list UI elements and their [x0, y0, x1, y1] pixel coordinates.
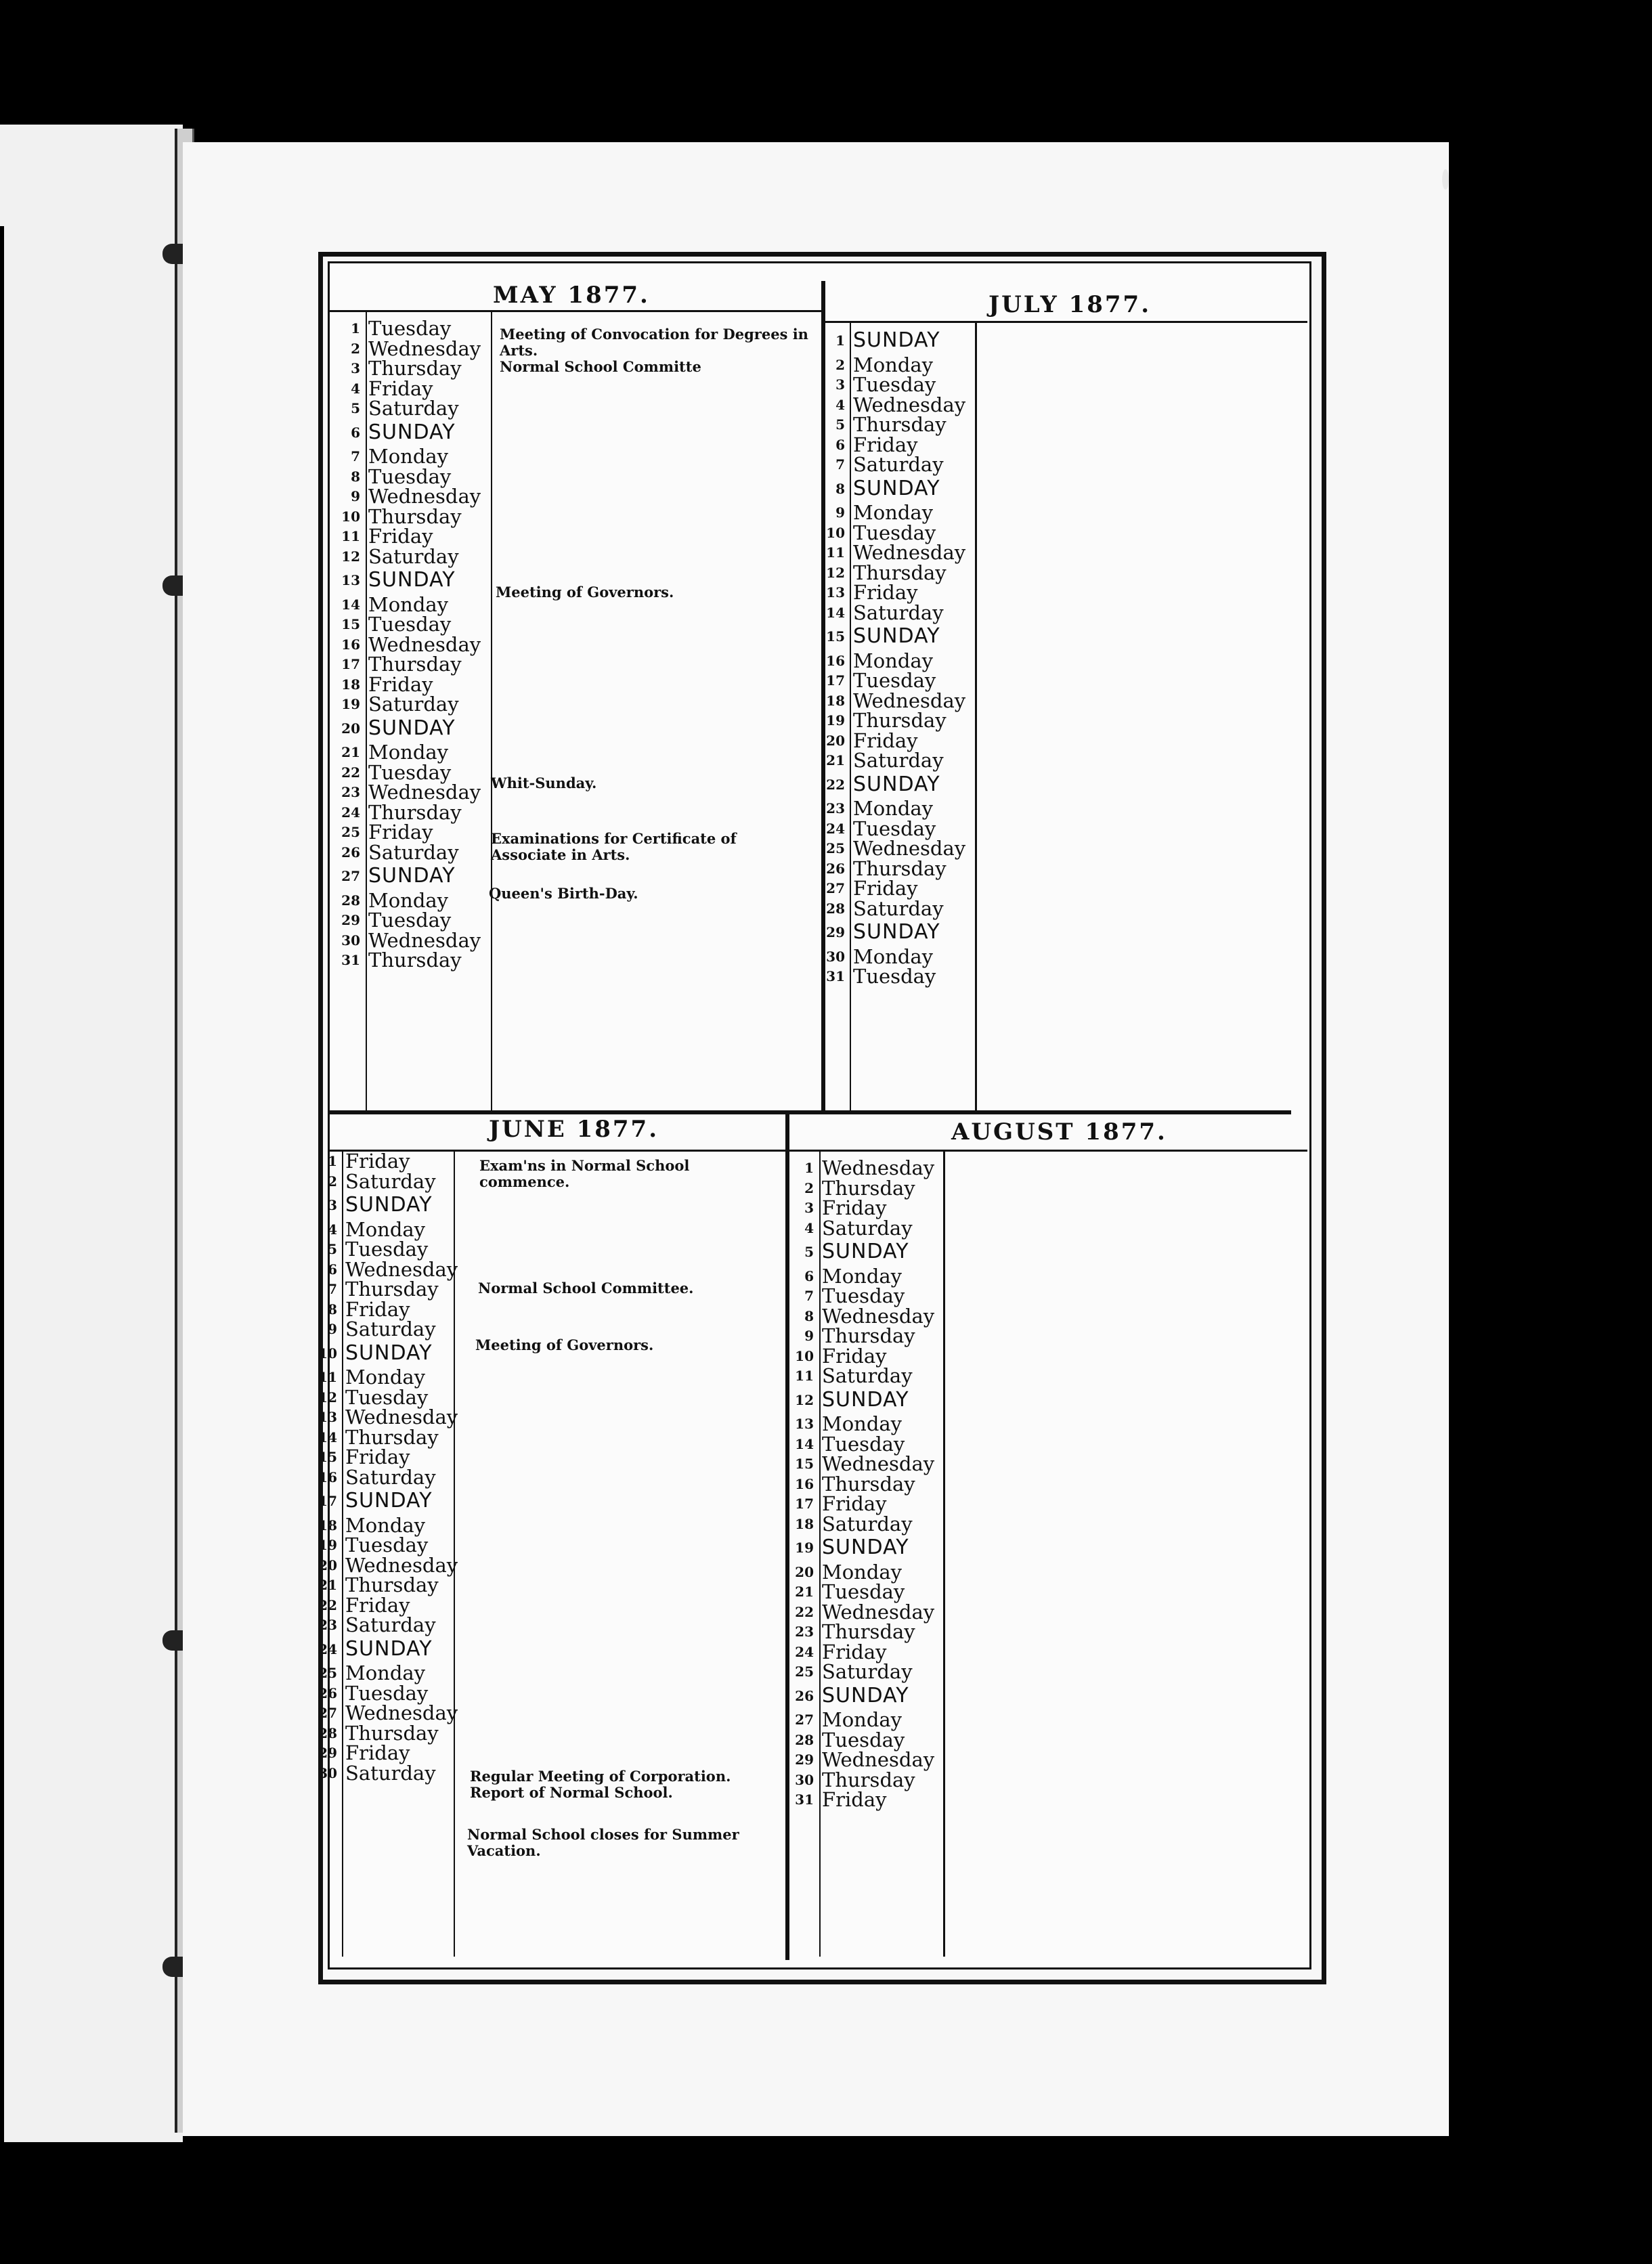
- day-number: 6: [835, 436, 845, 453]
- day-number: 20: [341, 720, 360, 737]
- day-number: 30: [341, 932, 360, 949]
- weekday-label: Tuesday: [345, 1385, 429, 1409]
- day-number: 6: [804, 1267, 814, 1284]
- weekday-label: Wednesday: [368, 336, 481, 360]
- day-number: 13: [826, 584, 845, 601]
- day-number: 19: [341, 696, 360, 712]
- weekday-label: Wednesday: [822, 1156, 935, 1179]
- weekday-label: Wednesday: [345, 1406, 458, 1429]
- day-number: 31: [826, 968, 845, 984]
- day-number: 16: [318, 1468, 337, 1485]
- day-number: 11: [795, 1368, 814, 1384]
- day-number: 4: [351, 380, 360, 397]
- day-number: 10: [341, 508, 360, 525]
- day-number: 10: [795, 1347, 814, 1364]
- day-number: 29: [341, 912, 360, 928]
- day-number: 5: [351, 400, 360, 416]
- day-number: 26: [795, 1687, 814, 1704]
- header-rule-top: [330, 310, 823, 312]
- day-number: 3: [804, 1200, 814, 1216]
- weekday-label: Thursday: [368, 800, 462, 824]
- day-number: 19: [795, 1540, 814, 1556]
- day-number: 14: [826, 604, 845, 621]
- day-number: 27: [826, 880, 845, 896]
- weekday-label: Friday: [345, 1593, 410, 1617]
- col-rule-june-nums: [342, 1151, 343, 1957]
- day-number: 3: [835, 376, 845, 393]
- weekday-label: Tuesday: [345, 1533, 429, 1556]
- day-number: 9: [835, 504, 845, 521]
- weekday-label: Wednesday: [822, 1304, 935, 1328]
- day-number: 18: [341, 676, 360, 693]
- weekday-label: Saturday: [345, 1613, 436, 1636]
- day-number: 13: [341, 572, 360, 588]
- weekday-label: Thursday: [853, 413, 947, 436]
- day-number: 25: [341, 824, 360, 840]
- day-number: 9: [328, 1321, 337, 1337]
- weekday-label: Monday: [345, 1513, 426, 1537]
- weekday-label: Monday: [822, 1412, 903, 1435]
- weekday-label: Monday: [368, 888, 449, 912]
- day-number: 9: [351, 488, 360, 504]
- day-number: 7: [835, 456, 845, 473]
- sunday-label: SUNDAY: [345, 1341, 433, 1365]
- day-number: 22: [826, 776, 845, 793]
- day-number: 27: [318, 1705, 337, 1721]
- weekday-label: Friday: [853, 433, 918, 456]
- sunday-label: SUNDAY: [345, 1193, 433, 1217]
- weekday-label: Friday: [822, 1788, 887, 1811]
- weekday-label: Monday: [853, 944, 934, 968]
- sunday-label: SUNDAY: [822, 1683, 909, 1707]
- day-number: 22: [318, 1596, 337, 1613]
- note-may-1: Meeting of Convocation for Degrees in Arts.: [500, 326, 808, 359]
- day-number: 11: [826, 544, 845, 561]
- sunday-label: SUNDAY: [853, 476, 940, 500]
- day-number: 17: [318, 1493, 337, 1509]
- weekday-label: Monday: [853, 797, 934, 820]
- note-may-20: Whit-Sunday.: [491, 775, 597, 791]
- weekday-label: Wednesday: [345, 1701, 458, 1724]
- day-number: 29: [795, 1751, 814, 1768]
- weekday-label: Tuesday: [368, 317, 452, 340]
- weekday-label: Saturday: [345, 1169, 436, 1193]
- weekday-label: Friday: [345, 1741, 410, 1764]
- day-number: 4: [835, 396, 845, 413]
- weekday-label: Monday: [853, 649, 934, 672]
- day-number: 8: [328, 1301, 337, 1318]
- day-number: 27: [795, 1712, 814, 1728]
- weekday-label: Tuesday: [368, 760, 452, 784]
- weekday-label: Tuesday: [822, 1580, 905, 1603]
- weekday-label: Tuesday: [853, 965, 936, 988]
- sunday-label: SUNDAY: [822, 1240, 909, 1263]
- day-number: 2: [328, 1173, 337, 1190]
- day-number: 3: [328, 1197, 337, 1213]
- weekday-label: Thursday: [822, 1620, 915, 1643]
- heading-august: AUGUST 1877.: [951, 1118, 1167, 1146]
- day-number: 20: [826, 732, 845, 749]
- weekday-label: Thursday: [822, 1768, 915, 1791]
- day-number: 12: [341, 548, 360, 565]
- day-number: 30: [318, 1764, 337, 1781]
- weekday-label: Friday: [853, 728, 918, 752]
- weekday-label: Saturday: [822, 1660, 913, 1683]
- weekday-label: Monday: [368, 445, 449, 468]
- day-number: 18: [826, 692, 845, 709]
- day-number: 5: [835, 416, 845, 433]
- note-may-22: Examinations for Certificate of Associate in Arts.: [491, 830, 737, 863]
- day-number: 6: [351, 424, 360, 441]
- day-number: 16: [795, 1475, 814, 1492]
- weekday-label: Wednesday: [368, 781, 481, 804]
- weekday-label: Monday: [368, 741, 449, 764]
- day-number: 15: [341, 616, 360, 632]
- weekday-label: Friday: [345, 1445, 410, 1468]
- day-number: 24: [318, 1640, 337, 1657]
- note-may-12: Meeting of Governors.: [496, 584, 674, 601]
- col-rule-july-nums: [850, 323, 851, 1110]
- weekday-label: Saturday: [368, 397, 459, 420]
- sunday-label: SUNDAY: [853, 328, 940, 352]
- day-number: 1: [328, 1153, 337, 1169]
- day-number: 15: [826, 628, 845, 645]
- day-number: 21: [826, 752, 845, 768]
- note-may-24: Queen's Birth-Day.: [489, 885, 638, 902]
- day-number: 12: [795, 1391, 814, 1408]
- day-number: 23: [341, 784, 360, 800]
- day-number: 21: [318, 1577, 337, 1593]
- day-number: 10: [318, 1345, 337, 1362]
- day-number: 15: [795, 1456, 814, 1472]
- day-number: 2: [835, 356, 845, 373]
- note-june-27: Regular Meeting of Corporation. Report of Normal School.: [470, 1768, 731, 1801]
- sunday-label: SUNDAY: [368, 568, 456, 592]
- note-june-29: Normal School closes for Summer Vacation.: [467, 1826, 739, 1859]
- col-rule-july-days: [975, 323, 977, 1110]
- weekday-label: Monday: [345, 1217, 426, 1241]
- weekday-label: Tuesday: [853, 521, 936, 544]
- day-number: 17: [826, 672, 845, 689]
- day-number: 23: [795, 1624, 814, 1640]
- weekday-label: Wednesday: [853, 689, 966, 712]
- weekday-label: Saturday: [345, 1318, 436, 1341]
- day-number: 28: [795, 1731, 814, 1748]
- weekday-label: Monday: [822, 1264, 903, 1288]
- weekday-label: Tuesday: [368, 613, 452, 636]
- day-number: 18: [318, 1517, 337, 1533]
- day-number: 23: [826, 800, 845, 817]
- sunday-label: SUNDAY: [368, 864, 456, 888]
- weekday-label: Thursday: [345, 1278, 439, 1301]
- weekday-label: Thursday: [345, 1573, 439, 1596]
- note-june-6: Normal School Committee.: [478, 1280, 694, 1297]
- weekday-label: Monday: [853, 353, 934, 376]
- day-number: 2: [804, 1179, 814, 1196]
- weekday-label: Saturday: [368, 693, 459, 716]
- header-rule-bottom: [330, 1150, 1307, 1152]
- sunday-label: SUNDAY: [368, 420, 456, 444]
- day-number: 31: [341, 952, 360, 968]
- sunday-label: SUNDAY: [345, 1489, 433, 1512]
- weekday-label: Friday: [368, 821, 433, 844]
- day-number: 25: [795, 1663, 814, 1680]
- weekday-label: Thursday: [822, 1472, 915, 1496]
- day-number: 19: [318, 1537, 337, 1553]
- weekday-label: Thursday: [368, 949, 462, 972]
- day-number: 17: [341, 656, 360, 672]
- weekday-label: Thursday: [853, 856, 947, 880]
- weekday-label: Monday: [345, 1661, 426, 1684]
- day-number: 7: [351, 448, 360, 464]
- day-number: 22: [341, 764, 360, 781]
- weekday-label: Wednesday: [368, 928, 481, 952]
- weekday-label: Thursday: [368, 504, 462, 528]
- day-number: 26: [341, 844, 360, 861]
- sunday-label: SUNDAY: [853, 920, 940, 944]
- day-number: 14: [795, 1435, 814, 1452]
- heading-june: JUNE 1877.: [489, 1116, 659, 1143]
- weekday-label: Wednesday: [368, 632, 481, 656]
- sunday-label: SUNDAY: [345, 1636, 433, 1661]
- day-number: 24: [826, 820, 845, 837]
- weekday-label: Monday: [822, 1560, 903, 1584]
- weekday-label: Saturday: [853, 749, 944, 772]
- day-number: 16: [826, 652, 845, 669]
- sunday-label: SUNDAY: [853, 624, 940, 648]
- day-number: 17: [795, 1496, 814, 1512]
- weekday-label: Wednesday: [345, 1257, 458, 1281]
- day-number: 31: [795, 1791, 814, 1808]
- weekday-label: Tuesday: [822, 1432, 905, 1456]
- note-may-2: Normal School Committe: [500, 358, 701, 375]
- weekday-label: Saturday: [822, 1216, 913, 1240]
- col-rule-may-nums: [366, 311, 367, 1110]
- weekday-label: Thursday: [368, 653, 462, 676]
- col-rule-august-nums: [819, 1151, 821, 1957]
- day-number: 1: [835, 332, 845, 349]
- weekday-label: Friday: [853, 581, 918, 604]
- weekday-label: Friday: [822, 1196, 887, 1219]
- day-number: 2: [351, 340, 360, 357]
- center-rule-bottom: [785, 1114, 789, 1960]
- weekday-label: Friday: [853, 877, 918, 900]
- weekday-label: Monday: [853, 501, 934, 524]
- day-number: 5: [328, 1241, 337, 1257]
- weekday-label: Saturday: [822, 1512, 913, 1536]
- weekday-label: Tuesday: [853, 373, 936, 396]
- heading-may: MAY 1877.: [493, 282, 650, 309]
- weekday-label: Tuesday: [822, 1728, 905, 1751]
- weekday-label: Thursday: [822, 1324, 915, 1347]
- day-number: 25: [826, 840, 845, 856]
- weekday-label: Tuesday: [368, 464, 452, 488]
- weekday-label: Saturday: [368, 840, 459, 864]
- day-number: 14: [318, 1429, 337, 1445]
- day-number: 25: [318, 1665, 337, 1681]
- note-june-9: Meeting of Governors.: [475, 1336, 654, 1353]
- weekday-label: Monday: [822, 1708, 903, 1731]
- weekday-label: Friday: [368, 525, 433, 548]
- weekday-label: Wednesday: [853, 541, 966, 564]
- day-number: 28: [318, 1724, 337, 1741]
- day-number: 8: [835, 480, 845, 497]
- weekday-label: Friday: [368, 672, 433, 696]
- day-number: 3: [351, 360, 360, 376]
- header-rule-top-right: [823, 321, 1307, 323]
- weekday-label: Thursday: [853, 709, 947, 732]
- day-number: 16: [341, 636, 360, 653]
- day-number: 20: [318, 1556, 337, 1573]
- weekday-label: Tuesday: [345, 1681, 429, 1705]
- day-number: 24: [341, 804, 360, 821]
- day-number: 18: [795, 1515, 814, 1532]
- weekday-label: Thursday: [345, 1721, 439, 1745]
- weekday-label: Friday: [822, 1492, 887, 1515]
- weekday-label: Tuesday: [345, 1238, 429, 1261]
- day-number: 12: [826, 564, 845, 581]
- day-number: 23: [318, 1617, 337, 1633]
- day-number: 8: [351, 468, 360, 485]
- col-rule-may-days: [491, 311, 492, 1110]
- day-number: 10: [826, 524, 845, 541]
- weekday-label: Friday: [345, 1297, 410, 1321]
- weekday-label: Wednesday: [345, 1553, 458, 1577]
- weekday-label: Friday: [822, 1640, 887, 1663]
- weekday-label: Saturday: [368, 544, 459, 568]
- weekday-label: Wednesday: [853, 393, 966, 416]
- day-number: 6: [328, 1261, 337, 1278]
- day-number: 27: [341, 868, 360, 884]
- day-number: 9: [804, 1328, 814, 1344]
- weekday-label: Saturday: [853, 896, 944, 920]
- weekday-label: Thursday: [822, 1176, 915, 1200]
- day-number: 7: [804, 1288, 814, 1304]
- day-number: 15: [318, 1449, 337, 1465]
- day-number: 30: [795, 1771, 814, 1788]
- facing-page-edge: [0, 125, 183, 2142]
- weekday-label: Wednesday: [822, 1600, 935, 1624]
- heading-july: JULY 1877.: [988, 291, 1152, 318]
- day-number: 20: [795, 1563, 814, 1580]
- weekday-label: Saturday: [345, 1761, 436, 1785]
- day-number: 28: [341, 892, 360, 909]
- weekday-label: Wednesday: [822, 1748, 935, 1771]
- day-number: 19: [826, 712, 845, 728]
- section-divider: [330, 1110, 1291, 1114]
- weekday-label: Friday: [345, 1150, 410, 1173]
- weekday-label: Wednesday: [853, 837, 966, 860]
- weekday-label: Tuesday: [853, 817, 936, 840]
- day-number: 1: [351, 320, 360, 336]
- day-number: 26: [826, 860, 845, 877]
- weekday-label: Tuesday: [853, 669, 936, 692]
- day-number: 12: [318, 1389, 337, 1406]
- weekday-label: Thursday: [368, 357, 462, 380]
- weekday-label: Saturday: [853, 601, 944, 624]
- day-number: 26: [318, 1684, 337, 1701]
- day-number: 4: [804, 1219, 814, 1236]
- weekday-label: Thursday: [345, 1425, 439, 1449]
- day-number: 11: [341, 528, 360, 544]
- weekday-label: Wednesday: [822, 1452, 935, 1475]
- weekday-label: Monday: [368, 592, 449, 616]
- day-number: 22: [795, 1603, 814, 1620]
- day-number: 28: [826, 900, 845, 917]
- weekday-label: Friday: [368, 376, 433, 400]
- sunday-label: SUNDAY: [822, 1536, 909, 1559]
- day-number: 13: [795, 1416, 814, 1432]
- weekday-label: Monday: [345, 1366, 426, 1389]
- day-number: 21: [795, 1584, 814, 1600]
- note-june-1: Exam'ns in Normal School commence.: [479, 1157, 690, 1190]
- day-number: 13: [318, 1409, 337, 1425]
- day-number: 1: [804, 1160, 814, 1176]
- weekday-label: Tuesday: [822, 1284, 905, 1307]
- sunday-label: SUNDAY: [368, 716, 456, 740]
- weekday-label: Saturday: [853, 453, 944, 476]
- day-number: 5: [804, 1244, 814, 1260]
- day-number: 29: [318, 1745, 337, 1761]
- day-number: 21: [341, 744, 360, 760]
- day-number: 14: [341, 596, 360, 613]
- day-number: 11: [318, 1369, 337, 1385]
- day-number: 7: [328, 1281, 337, 1297]
- day-number: 4: [328, 1221, 337, 1238]
- weekday-label: Friday: [822, 1344, 887, 1368]
- col-rule-august-days: [943, 1151, 945, 1957]
- sunday-label: SUNDAY: [853, 772, 940, 796]
- sunday-label: SUNDAY: [822, 1387, 909, 1412]
- weekday-label: Saturday: [345, 1465, 436, 1489]
- day-number: 29: [826, 924, 845, 940]
- weekday-label: Tuesday: [368, 909, 452, 932]
- weekday-label: Saturday: [822, 1364, 913, 1387]
- day-number: 30: [826, 948, 845, 965]
- day-number: 24: [795, 1643, 814, 1660]
- weekday-label: Wednesday: [368, 485, 481, 508]
- weekday-label: Thursday: [853, 561, 947, 584]
- day-number: 8: [804, 1307, 814, 1324]
